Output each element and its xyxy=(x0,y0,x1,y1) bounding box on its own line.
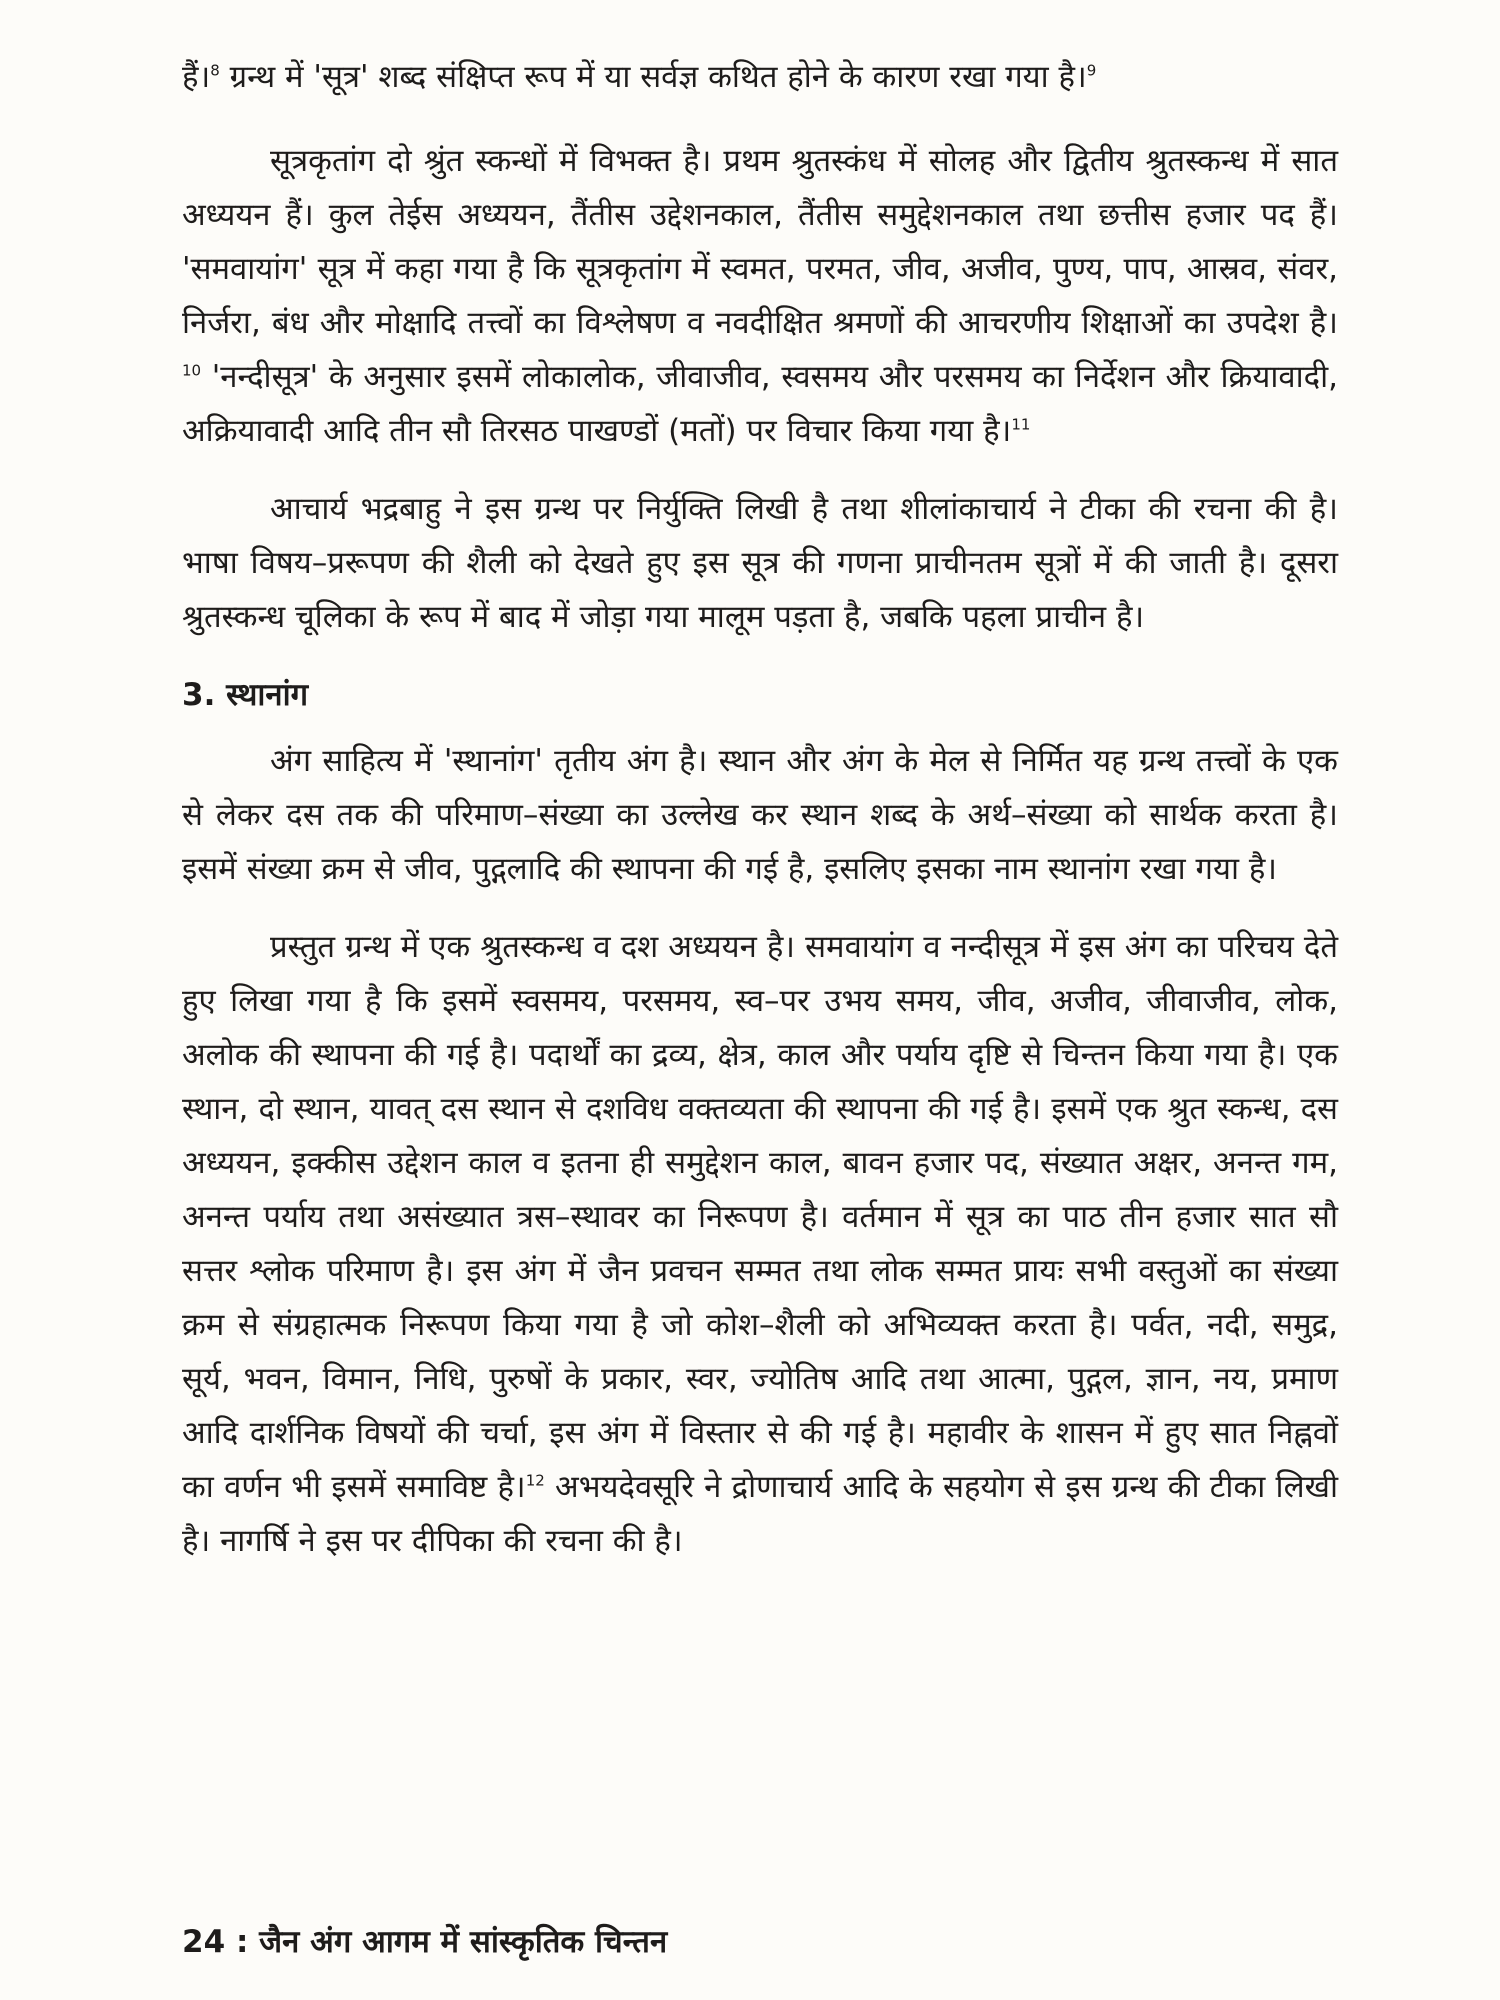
footnote-marker: 11 xyxy=(1011,415,1031,434)
paragraph-text: आचार्य भद्रबाहु ने इस ग्रन्थ पर निर्युक्ति लिखी है तथा शीलांकाचार्य ने टीका की रचना की है। भाषा विषय–प्ररूपण की शैली को देखते हुए इस सूत्र की गणना प्राचीनतम सूत्रों में की जाती है। दूसरा श्रुतस्कन्ध चूलिका के रूप में बाद में जोड़ा गया मालूम पड़ता है, जबकि पहला प्राचीन है। xyxy=(182,491,1338,635)
footnote-marker: 12 xyxy=(525,1471,545,1490)
footnote-marker: 9 xyxy=(1086,61,1097,80)
book-title: जैन अंग आगम में सांस्कृतिक चिन्तन xyxy=(259,1924,668,1960)
page-footer xyxy=(182,1922,667,1962)
footnote-marker: 10 xyxy=(182,361,202,380)
paragraph-text: प्रस्तुत ग्रन्थ में एक श्रुतस्कन्ध व दश अध्ययन है। समवायांग व नन्दीसूत्र में इस अंग का परिचय देते हुए लिखा गया है कि इसमें स्वसमय, परसमय, स्व–पर उभय समय, जीव, अजीव, जीवाजीव, लोक, अलोक की स्थापना की गई है। पदार्थों का द्रव्य, क्षेत्र, काल और पर्याय दृष्टि से चिन्तन किया गया है। एक स्थान, दो स्थान, यावत् दस स्थान से दशविध वक्तव्यता की स्थापना की गई है। इसमें एक श्रुत स्कन्ध, दस अध्ययन, इक्कीस उद्देशन काल व इतना ही समुद्देशन काल, बावन हजार पद, संख्यात अक्षर, अनन्त गम, अनन्त पर्याय तथा असंख्यात त्रस–स्थावर का निरूपण है। वर्तमान में सूत्र का पाठ तीन हजार सात सौ सत्तर श्लोक परिमाण है। इस अंग में जैन प्रवचन सम्मत तथा लोक सम्मत प्रायः सभी वस्तुओं का संख्या क्रम से संग्रहात्मक निरूपण किया गया है जो कोश–शैली को अभिव्यक्त करता है। पर्वत, नदी, समुद्र, सूर्य, भवन, विमान, निधि, पुरुषों के प्रकार, स्वर, ज्योतिष आदि तथा आत्मा, पुद्गल, ज्ञान, नय, प्रमाण आदि दार्शनिक विषयों की चर्चा, इस अंग में विस्तार से की गई है। महावीर के शासन में हुए सात निह्नवों का वर्णन भी इसमें समाविष्ट है। xyxy=(182,929,1338,1505)
section-heading: 3. स्थानांग xyxy=(182,677,309,713)
paragraph-sthananga-detail xyxy=(182,920,1338,1568)
paragraph-continuation xyxy=(182,50,1338,104)
paragraph-sutrakritanga xyxy=(182,134,1338,458)
footnote-marker: 8 xyxy=(210,61,220,80)
paragraph-text: ग्रन्थ में 'सूत्र' शब्द संक्षिप्त रूप में या सर्वज्ञ कथित होने के कारण रखा गया है। xyxy=(219,59,1087,95)
paragraph-sthananga-intro xyxy=(182,734,1338,896)
paragraph-text: अंग साहित्य में 'स्थानांग' तृतीय अंग है। स्थान और अंग के मेल से निर्मित यह ग्रन्थ तत्त्वों के एक से लेकर दस तक की परिमाण–संख्या का उल्लेख कर स्थान शब्द के अर्थ–संख्या को सार्थक करता है। इसमें संख्या क्रम से जीव, पुद्गलादि की स्थापना की गई है, इसलिए इसका नाम स्थानांग रखा गया है। xyxy=(182,743,1338,887)
paragraph-text: सूत्रकृतांग दो श्रुंत स्कन्धों में विभक्त है। प्रथम श्रुतस्कंध में सोलह और द्वितीय श्रुतस्कन्ध में सात अध्ययन हैं। कुल तेईस अध्ययन, तैंतीस उद्देशनकाल, तैंतीस समुद्देशनकाल तथा छत्तीस हजार पद हैं। 'समवायांग' सूत्र में कहा गया है कि सूत्रकृतांग में स्वमत, परमत, जीव, अजीव, पुण्य, पाप, आस्रव, संवर, निर्जरा, बंध और मोक्षादि तत्त्वों का विश्लेषण व नवदीक्षित श्रमणों की आचरणीय शिक्षाओं का उपदेश है। xyxy=(182,143,1338,341)
paragraph-commentary xyxy=(182,482,1338,644)
paragraph-text: अभयदेवसूरि ने द्रोणाचार्य आदि के सहयोग से इस ग्रन्थ की टीका लिखी है। नागर्षि ने इस पर दीपिका की रचना की है। xyxy=(182,1469,1338,1559)
paragraph-text: हैं। xyxy=(182,59,211,95)
footer-separator: : xyxy=(235,1924,249,1960)
page-number: 24 xyxy=(182,1924,226,1960)
paragraph-text: 'नन्दीसूत्र' के अनुसार इसमें लोकालोक, जीवाजीव, स्वसमय और परसमय का निर्देशन और क्रियावादी, अक्रियावादी आदि तीन सौ तिरसठ पाखण्डों (मतों) पर विचार किया गया है। xyxy=(182,359,1338,449)
